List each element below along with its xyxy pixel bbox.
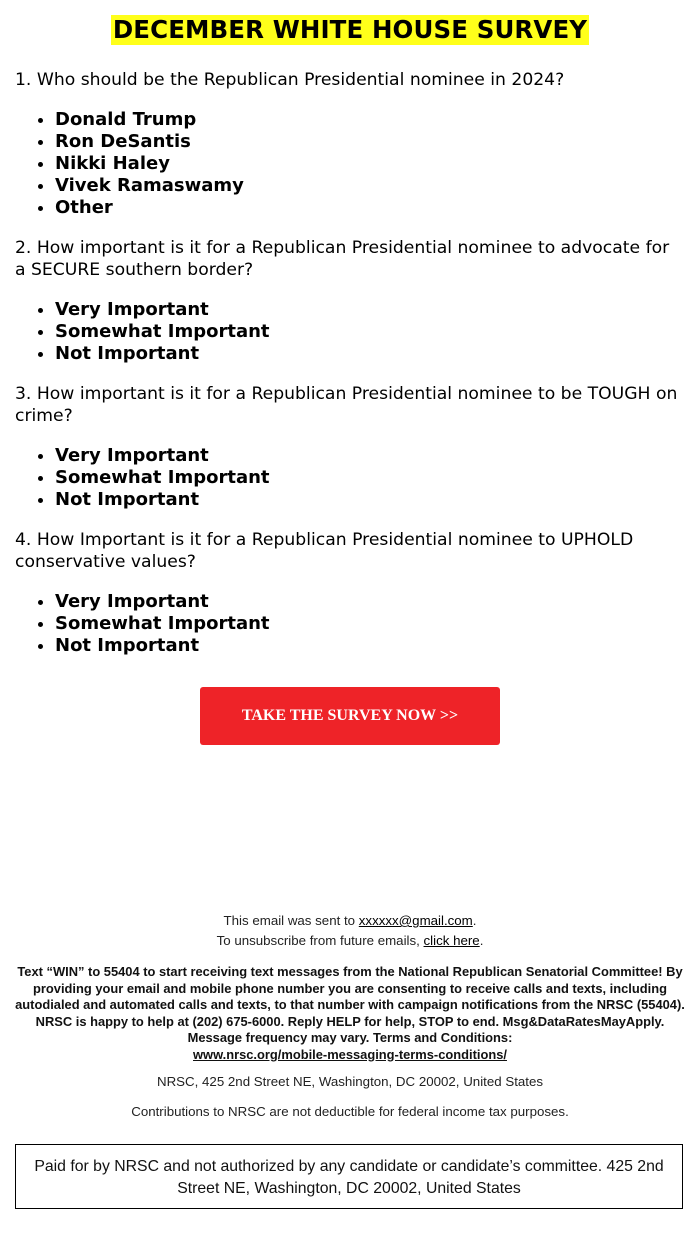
mailing-address: NRSC, 425 2nd Street NE, Washington, DC 20002, United States — [156, 1074, 544, 1089]
sent-to-line — [0, 911, 700, 931]
question-1 — [15, 69, 685, 219]
survey-title: DECEMBER WHITE HOUSE SURVEY — [112, 15, 588, 44]
question-text: 3. How important is it for a Republican Presidential nominee to be TOUGH on crime? — [15, 384, 678, 426]
take-survey-button[interactable]: TAKE THE SURVEY NOW >> — [200, 687, 500, 745]
header — [15, 0, 685, 45]
question-text: 1. Who should be the Republican Presidential nominee in 2024? — [15, 70, 565, 90]
sent-to-label: This email was sent to — [223, 913, 359, 928]
tax-note: Contributions to NRSC are not deductible for federal income tax purposes. — [131, 1104, 569, 1119]
option-list — [15, 445, 685, 511]
option-item: • Very Important — [55, 445, 685, 467]
question-2 — [15, 237, 685, 365]
option-item: • Somewhat Important — [55, 321, 685, 343]
option-list — [15, 109, 685, 219]
option-item: • Very Important — [55, 591, 685, 613]
option-item: • Nikki Haley — [55, 153, 685, 175]
option-item: • Not Important — [55, 635, 685, 657]
unsubscribe-link[interactable]: click here — [423, 933, 480, 948]
option-list — [15, 591, 685, 657]
question-text: 2. How important is it for a Republican Presidential nominee to advocate for a SECURE southern border? — [15, 238, 670, 280]
option-list — [15, 299, 685, 365]
option-item: • Not Important — [55, 343, 685, 365]
footer-notice — [0, 911, 700, 951]
punctuation: . — [472, 913, 477, 928]
question-3 — [15, 383, 685, 511]
option-item: • Very Important — [55, 299, 685, 321]
option-item: • Somewhat Important — [55, 613, 685, 635]
option-item: • Not Important — [55, 489, 685, 511]
option-item: • Ron DeSantis — [55, 131, 685, 153]
sms-consent-text: Text “WIN” to 55404 to start receiving text messages from the National Republican Senatorial Committee! By providing your email and mobile phone number you are consenting to receive calls and texts, including autodialed and automated calls and texts, to that number with campaign notifications from the NRSC (55404). NRSC is happy to help at (202) 675-6000. Reply HELP for help, STOP to end. Msg&DataRatesMayApply. Message frequency may vary. Terms and Conditions: — [15, 964, 685, 1045]
recipient-email-link[interactable]: xxxxxx@gmail.com — [358, 913, 473, 928]
unsubscribe-line — [0, 931, 700, 951]
cta-row — [15, 687, 685, 745]
paid-for-disclaimer: Paid for by NRSC and not authorized by any candidate or candidate’s committee. 425 2nd Street NE, Washington, DC 20002, United States — [15, 1144, 683, 1209]
question-text: 4. How Important is it for a Republican Presidential nominee to UPHOLD conservative values? — [15, 530, 634, 572]
option-item: • Other — [55, 197, 685, 219]
option-item: • Somewhat Important — [55, 467, 685, 489]
punctuation: . — [479, 933, 484, 948]
question-4 — [15, 529, 685, 657]
unsubscribe-label: To unsubscribe from future emails, — [216, 933, 424, 948]
sms-consent — [15, 964, 685, 1063]
option-item: • Donald Trump — [55, 109, 685, 131]
terms-link[interactable]: www.nrsc.org/mobile-messaging-terms-conditions/ — [193, 1046, 507, 1062]
option-item: • Vivek Ramaswamy — [55, 175, 685, 197]
